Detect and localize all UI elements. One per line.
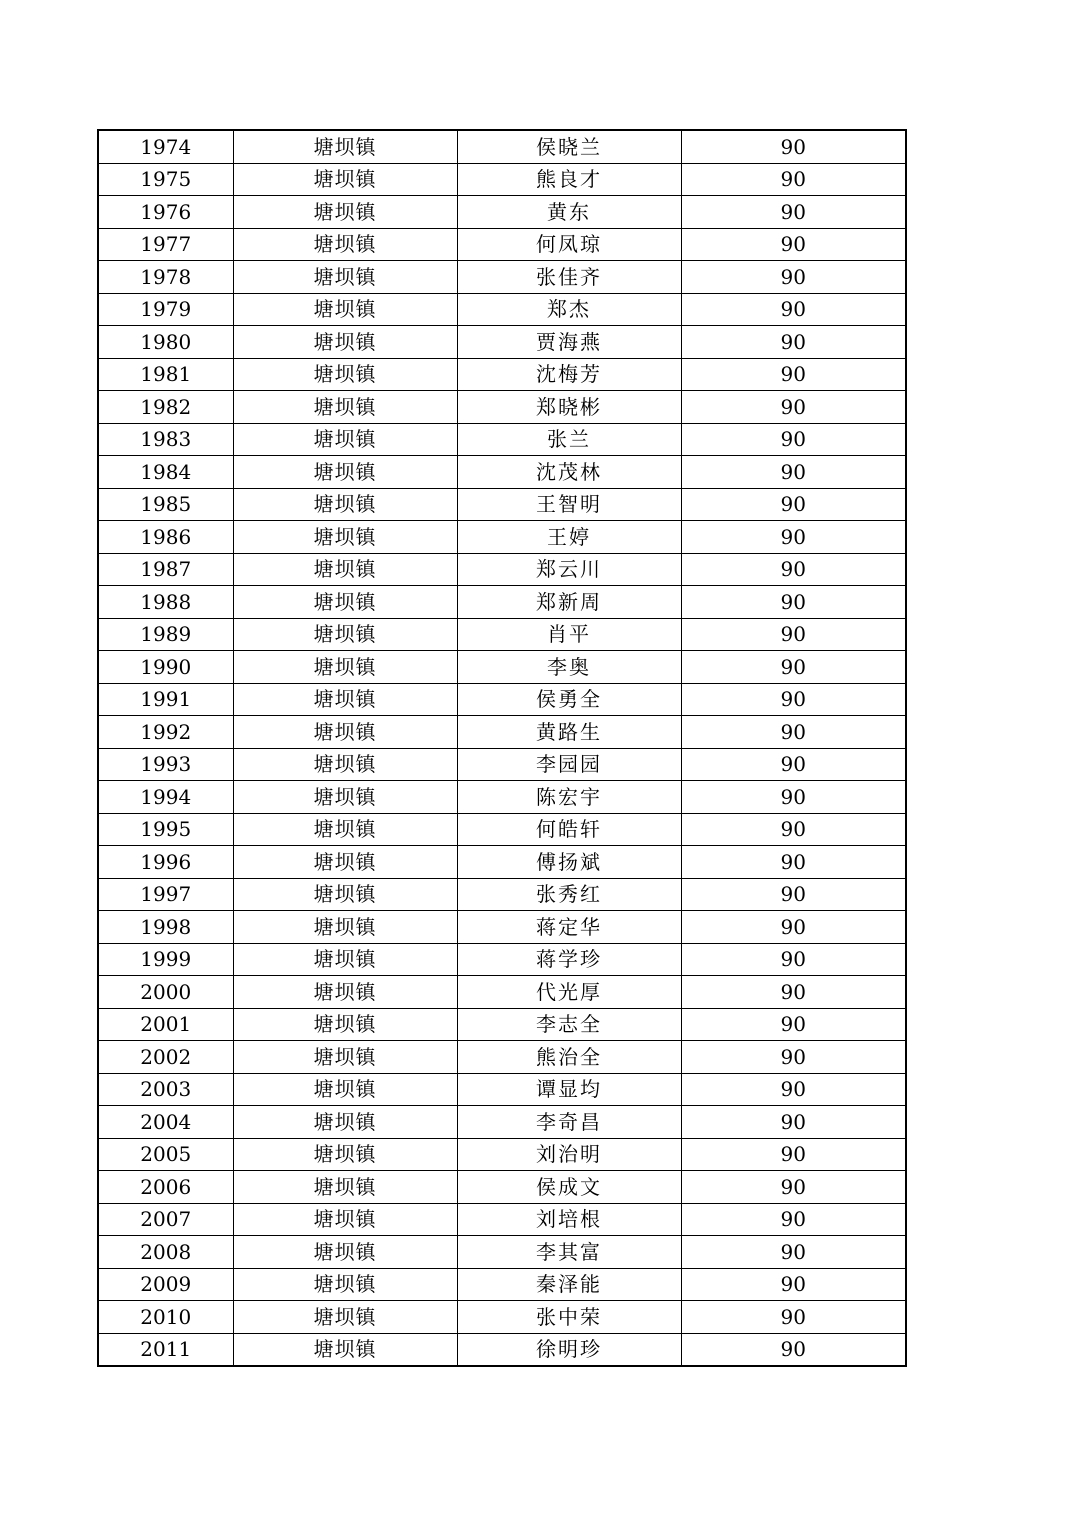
amount-cell: 90 xyxy=(681,1106,906,1139)
row-number-cell: 1986 xyxy=(98,521,233,554)
town-cell: 塘坝镇 xyxy=(233,813,457,846)
amount-cell: 90 xyxy=(681,748,906,781)
name-cell: 何皓轩 xyxy=(457,813,681,846)
town-cell: 塘坝镇 xyxy=(233,1073,457,1106)
row-number-cell: 1976 xyxy=(98,196,233,229)
row-number-cell: 1995 xyxy=(98,813,233,846)
row-number-cell: 1990 xyxy=(98,651,233,684)
name-cell: 代光厚 xyxy=(457,976,681,1009)
amount-cell: 90 xyxy=(681,976,906,1009)
amount-cell: 90 xyxy=(681,1073,906,1106)
table-body xyxy=(98,130,906,1366)
amount-cell: 90 xyxy=(681,488,906,521)
amount-cell: 90 xyxy=(681,521,906,554)
table-row xyxy=(98,943,906,976)
row-number-cell: 1994 xyxy=(98,781,233,814)
table-row xyxy=(98,261,906,294)
town-cell: 塘坝镇 xyxy=(233,748,457,781)
table-row xyxy=(98,1008,906,1041)
town-cell: 塘坝镇 xyxy=(233,1106,457,1139)
name-cell: 李园园 xyxy=(457,748,681,781)
town-cell: 塘坝镇 xyxy=(233,781,457,814)
table-row xyxy=(98,456,906,489)
town-cell: 塘坝镇 xyxy=(233,1268,457,1301)
name-cell: 侯成文 xyxy=(457,1171,681,1204)
row-number-cell: 2004 xyxy=(98,1106,233,1139)
table-row xyxy=(98,1041,906,1074)
name-cell: 侯晓兰 xyxy=(457,130,681,163)
town-cell: 塘坝镇 xyxy=(233,358,457,391)
amount-cell: 90 xyxy=(681,423,906,456)
name-cell: 蒋学珍 xyxy=(457,943,681,976)
town-cell: 塘坝镇 xyxy=(233,521,457,554)
table-row xyxy=(98,553,906,586)
name-cell: 王婷 xyxy=(457,521,681,554)
row-number-cell: 2011 xyxy=(98,1333,233,1366)
town-cell: 塘坝镇 xyxy=(233,1203,457,1236)
name-cell: 郑新周 xyxy=(457,586,681,619)
table-row xyxy=(98,1268,906,1301)
amount-cell: 90 xyxy=(681,781,906,814)
table-row xyxy=(98,878,906,911)
table-row xyxy=(98,228,906,261)
town-cell: 塘坝镇 xyxy=(233,456,457,489)
town-cell: 塘坝镇 xyxy=(233,196,457,229)
name-cell: 王智明 xyxy=(457,488,681,521)
table-row xyxy=(98,586,906,619)
table-row xyxy=(98,1236,906,1269)
amount-cell: 90 xyxy=(681,716,906,749)
name-cell: 肖平 xyxy=(457,618,681,651)
amount-cell: 90 xyxy=(681,846,906,879)
name-cell: 张佳齐 xyxy=(457,261,681,294)
amount-cell: 90 xyxy=(681,293,906,326)
name-cell: 张中荣 xyxy=(457,1301,681,1334)
name-cell: 何凤琼 xyxy=(457,228,681,261)
row-number-cell: 1999 xyxy=(98,943,233,976)
amount-cell: 90 xyxy=(681,456,906,489)
name-cell: 李其富 xyxy=(457,1236,681,1269)
town-cell: 塘坝镇 xyxy=(233,1138,457,1171)
town-cell: 塘坝镇 xyxy=(233,228,457,261)
row-number-cell: 1974 xyxy=(98,130,233,163)
amount-cell: 90 xyxy=(681,943,906,976)
amount-cell: 90 xyxy=(681,1268,906,1301)
town-cell: 塘坝镇 xyxy=(233,163,457,196)
table-row xyxy=(98,976,906,1009)
amount-cell: 90 xyxy=(681,1333,906,1366)
name-cell: 刘培根 xyxy=(457,1203,681,1236)
name-cell: 刘治明 xyxy=(457,1138,681,1171)
name-cell: 傅扬斌 xyxy=(457,846,681,879)
amount-cell: 90 xyxy=(681,651,906,684)
amount-cell: 90 xyxy=(681,1138,906,1171)
town-cell: 塘坝镇 xyxy=(233,391,457,424)
table-row xyxy=(98,1073,906,1106)
town-cell: 塘坝镇 xyxy=(233,651,457,684)
amount-cell: 90 xyxy=(681,261,906,294)
town-cell: 塘坝镇 xyxy=(233,326,457,359)
table-row xyxy=(98,1333,906,1366)
row-number-cell: 1992 xyxy=(98,716,233,749)
name-cell: 张秀红 xyxy=(457,878,681,911)
row-number-cell: 1975 xyxy=(98,163,233,196)
row-number-cell: 1980 xyxy=(98,326,233,359)
row-number-cell: 2003 xyxy=(98,1073,233,1106)
amount-cell: 90 xyxy=(681,911,906,944)
amount-cell: 90 xyxy=(681,228,906,261)
town-cell: 塘坝镇 xyxy=(233,553,457,586)
row-number-cell: 1984 xyxy=(98,456,233,489)
amount-cell: 90 xyxy=(681,683,906,716)
row-number-cell: 1988 xyxy=(98,586,233,619)
row-number-cell: 1977 xyxy=(98,228,233,261)
table-row xyxy=(98,521,906,554)
amount-cell: 90 xyxy=(681,618,906,651)
row-number-cell: 1987 xyxy=(98,553,233,586)
town-cell: 塘坝镇 xyxy=(233,618,457,651)
name-cell: 谭显均 xyxy=(457,1073,681,1106)
row-number-cell: 1998 xyxy=(98,911,233,944)
town-cell: 塘坝镇 xyxy=(233,1301,457,1334)
name-cell: 郑晓彬 xyxy=(457,391,681,424)
name-cell: 熊良才 xyxy=(457,163,681,196)
name-cell: 侯勇全 xyxy=(457,683,681,716)
row-number-cell: 2008 xyxy=(98,1236,233,1269)
table-row xyxy=(98,1106,906,1139)
name-cell: 黄路生 xyxy=(457,716,681,749)
row-number-cell: 1979 xyxy=(98,293,233,326)
name-cell: 蒋定华 xyxy=(457,911,681,944)
row-number-cell: 1997 xyxy=(98,878,233,911)
town-cell: 塘坝镇 xyxy=(233,1333,457,1366)
town-cell: 塘坝镇 xyxy=(233,716,457,749)
row-number-cell: 2000 xyxy=(98,976,233,1009)
row-number-cell: 2006 xyxy=(98,1171,233,1204)
name-cell: 熊治全 xyxy=(457,1041,681,1074)
amount-cell: 90 xyxy=(681,1171,906,1204)
row-number-cell: 1982 xyxy=(98,391,233,424)
name-cell: 郑杰 xyxy=(457,293,681,326)
row-number-cell: 2010 xyxy=(98,1301,233,1334)
table-row xyxy=(98,911,906,944)
town-cell: 塘坝镇 xyxy=(233,1236,457,1269)
table-row xyxy=(98,683,906,716)
table-row xyxy=(98,488,906,521)
amount-cell: 90 xyxy=(681,326,906,359)
row-number-cell: 2009 xyxy=(98,1268,233,1301)
table-row xyxy=(98,358,906,391)
table-row xyxy=(98,196,906,229)
name-cell: 李奥 xyxy=(457,651,681,684)
row-number-cell: 2001 xyxy=(98,1008,233,1041)
row-number-cell: 1996 xyxy=(98,846,233,879)
amount-cell: 90 xyxy=(681,196,906,229)
table-row xyxy=(98,1138,906,1171)
table-row xyxy=(98,423,906,456)
table-row xyxy=(98,1171,906,1204)
town-cell: 塘坝镇 xyxy=(233,683,457,716)
name-cell: 陈宏宇 xyxy=(457,781,681,814)
table-row xyxy=(98,326,906,359)
row-number-cell: 1991 xyxy=(98,683,233,716)
row-number-cell: 1983 xyxy=(98,423,233,456)
amount-cell: 90 xyxy=(681,391,906,424)
amount-cell: 90 xyxy=(681,1236,906,1269)
town-cell: 塘坝镇 xyxy=(233,943,457,976)
table-row xyxy=(98,1203,906,1236)
table-row xyxy=(98,716,906,749)
town-cell: 塘坝镇 xyxy=(233,1171,457,1204)
table-row xyxy=(98,130,906,163)
amount-cell: 90 xyxy=(681,878,906,911)
town-cell: 塘坝镇 xyxy=(233,488,457,521)
town-cell: 塘坝镇 xyxy=(233,911,457,944)
amount-cell: 90 xyxy=(681,358,906,391)
town-cell: 塘坝镇 xyxy=(233,1041,457,1074)
amount-cell: 90 xyxy=(681,1301,906,1334)
amount-cell: 90 xyxy=(681,163,906,196)
amount-cell: 90 xyxy=(681,130,906,163)
name-cell: 秦泽能 xyxy=(457,1268,681,1301)
town-cell: 塘坝镇 xyxy=(233,976,457,1009)
table-row xyxy=(98,293,906,326)
amount-cell: 90 xyxy=(681,1041,906,1074)
town-cell: 塘坝镇 xyxy=(233,878,457,911)
name-cell: 沈梅芳 xyxy=(457,358,681,391)
name-cell: 黄东 xyxy=(457,196,681,229)
table-row xyxy=(98,813,906,846)
table-row xyxy=(98,846,906,879)
table-row xyxy=(98,391,906,424)
row-number-cell: 1985 xyxy=(98,488,233,521)
table-row xyxy=(98,781,906,814)
amount-cell: 90 xyxy=(681,586,906,619)
amount-cell: 90 xyxy=(681,553,906,586)
row-number-cell: 1989 xyxy=(98,618,233,651)
town-cell: 塘坝镇 xyxy=(233,261,457,294)
row-number-cell: 1981 xyxy=(98,358,233,391)
data-table xyxy=(97,129,907,1367)
town-cell: 塘坝镇 xyxy=(233,846,457,879)
row-number-cell: 2005 xyxy=(98,1138,233,1171)
row-number-cell: 1993 xyxy=(98,748,233,781)
amount-cell: 90 xyxy=(681,1008,906,1041)
amount-cell: 90 xyxy=(681,1203,906,1236)
table-row xyxy=(98,618,906,651)
town-cell: 塘坝镇 xyxy=(233,423,457,456)
row-number-cell: 2007 xyxy=(98,1203,233,1236)
town-cell: 塘坝镇 xyxy=(233,1008,457,1041)
name-cell: 李志全 xyxy=(457,1008,681,1041)
name-cell: 徐明珍 xyxy=(457,1333,681,1366)
town-cell: 塘坝镇 xyxy=(233,293,457,326)
name-cell: 沈茂林 xyxy=(457,456,681,489)
table-row xyxy=(98,163,906,196)
name-cell: 贾海燕 xyxy=(457,326,681,359)
table-row xyxy=(98,651,906,684)
table-row xyxy=(98,748,906,781)
amount-cell: 90 xyxy=(681,813,906,846)
row-number-cell: 1978 xyxy=(98,261,233,294)
name-cell: 张兰 xyxy=(457,423,681,456)
name-cell: 李奇昌 xyxy=(457,1106,681,1139)
town-cell: 塘坝镇 xyxy=(233,130,457,163)
town-cell: 塘坝镇 xyxy=(233,586,457,619)
row-number-cell: 2002 xyxy=(98,1041,233,1074)
table-row xyxy=(98,1301,906,1334)
name-cell: 郑云川 xyxy=(457,553,681,586)
